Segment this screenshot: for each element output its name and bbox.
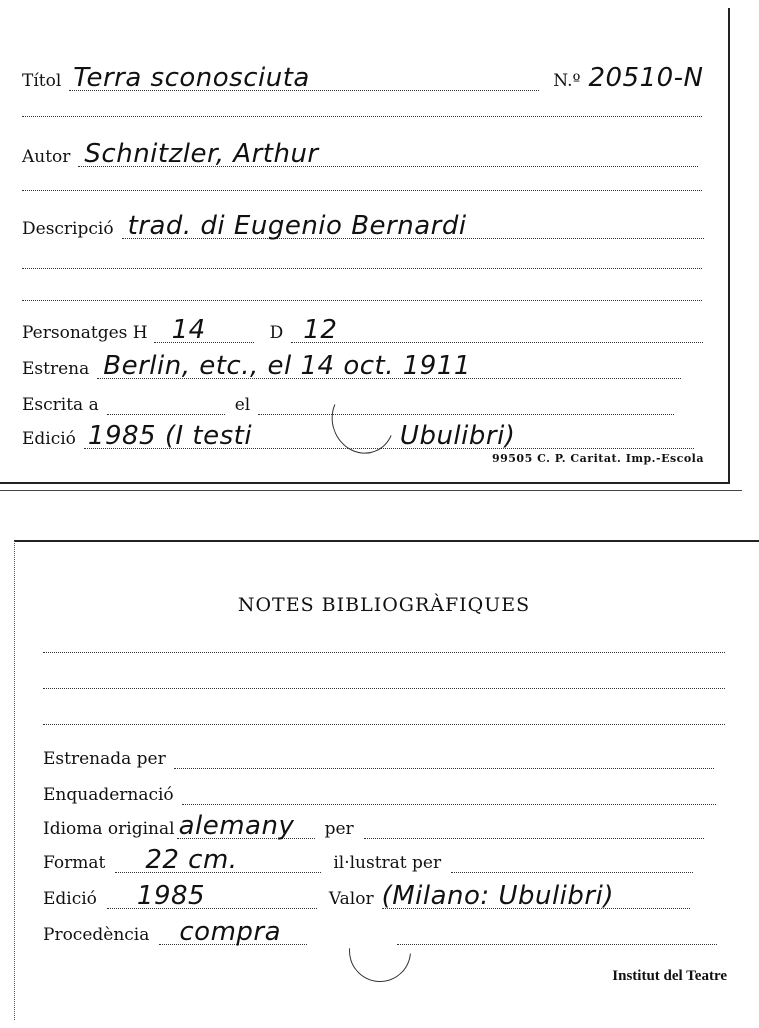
- personatges-label: Personatges H: [22, 323, 148, 343]
- printer-imprint: 99505 C. P. Caritat. Imp.-Escola: [491, 452, 704, 465]
- blank-rule: [43, 652, 725, 653]
- el-label: el: [234, 395, 251, 415]
- descripcio-field: [122, 211, 704, 241]
- d-label: D: [269, 323, 284, 343]
- blank-rule: [43, 724, 725, 725]
- procedencia-label: Procedència: [43, 925, 150, 945]
- autor-field: [78, 139, 698, 169]
- estrena-field: [97, 351, 681, 381]
- descripcio-value: trad. di Eugenio Bernardi: [127, 211, 467, 241]
- idioma-row: [43, 811, 704, 841]
- titol-value: Terra sconosciuta: [73, 63, 310, 93]
- per-label: per: [324, 819, 354, 839]
- procedencia-value: compra: [179, 917, 282, 947]
- edicio-label: Edició: [22, 429, 76, 449]
- punch-hole-mark: [336, 907, 423, 994]
- enquadernacio-label: Enquadernació: [43, 785, 174, 805]
- card-divider: [0, 490, 742, 491]
- procedencia-field-extra: [397, 922, 717, 945]
- valor-field: [381, 881, 690, 911]
- edicio-value-right: Ubulibri): [399, 421, 516, 451]
- format-field: [115, 845, 321, 875]
- personatges-h-value: 14: [171, 315, 206, 345]
- procedencia-field: [159, 917, 307, 947]
- personatges-h-field: [154, 315, 254, 345]
- estrenada-label: Estrenada per: [43, 749, 166, 769]
- back-edicio-row: [43, 881, 690, 911]
- catalog-card-back: [14, 540, 759, 1020]
- back-edicio-label: Edició: [43, 889, 97, 909]
- notes-heading: NOTES BIBLIOGRÀFIQUES: [237, 594, 531, 616]
- illustrat-field: [451, 850, 693, 873]
- valor-value: (Milano: Ubulibri): [381, 881, 614, 911]
- format-row: [43, 845, 693, 875]
- estrena-label: Estrena: [22, 359, 90, 379]
- num-value: 20510-N: [588, 63, 704, 93]
- blank-rule: [22, 268, 702, 269]
- enquadernacio-field: [182, 782, 716, 805]
- blank-rule: [22, 190, 702, 191]
- autor-row: [22, 139, 698, 169]
- autor-label: Autor: [22, 147, 71, 167]
- blank-rule: [22, 300, 702, 301]
- institution-name: Institut del Teatre: [612, 968, 727, 984]
- enquadernacio-row: [43, 782, 716, 805]
- autor-value: Schnitzler, Arthur: [84, 139, 319, 169]
- valor-label: Valor: [328, 889, 374, 909]
- estrenada-field: [174, 746, 714, 769]
- num-label: N.º: [553, 71, 581, 91]
- escrita-field: [107, 392, 225, 415]
- back-edicio-value: 1985: [136, 881, 206, 911]
- titol-label: Títol: [22, 71, 62, 91]
- estrena-row: [22, 351, 681, 381]
- idioma-field: [177, 811, 315, 841]
- personatges-d-value: 12: [303, 315, 338, 345]
- blank-rule: [22, 116, 702, 117]
- titol-field: [69, 63, 539, 93]
- illustrat-label: il·lustrat per: [333, 853, 442, 873]
- punch-hole-mark: [322, 377, 404, 462]
- personatges-row: [22, 315, 703, 345]
- format-value: 22 cm.: [145, 845, 238, 875]
- idioma-value: alemany: [178, 811, 295, 841]
- el-field: [258, 392, 674, 415]
- estrenada-row: [43, 746, 714, 769]
- personatges-d-field: [291, 315, 703, 345]
- edicio-value-left: 1985 (I testi: [87, 421, 253, 451]
- catalog-card-front: [0, 8, 730, 484]
- titol-row: [22, 63, 704, 93]
- idioma-label: Idioma original: [43, 819, 175, 839]
- estrena-value: Berlin, etc., el 14 oct. 1911: [103, 351, 471, 381]
- descripcio-row: [22, 211, 704, 241]
- format-label: Format: [43, 853, 106, 873]
- num-field: [586, 63, 704, 93]
- blank-rule: [43, 688, 725, 689]
- escrita-label: Escrita a: [22, 395, 99, 415]
- per-field: [364, 816, 704, 839]
- descripcio-label: Descripció: [22, 219, 114, 239]
- back-edicio-field: [107, 881, 317, 911]
